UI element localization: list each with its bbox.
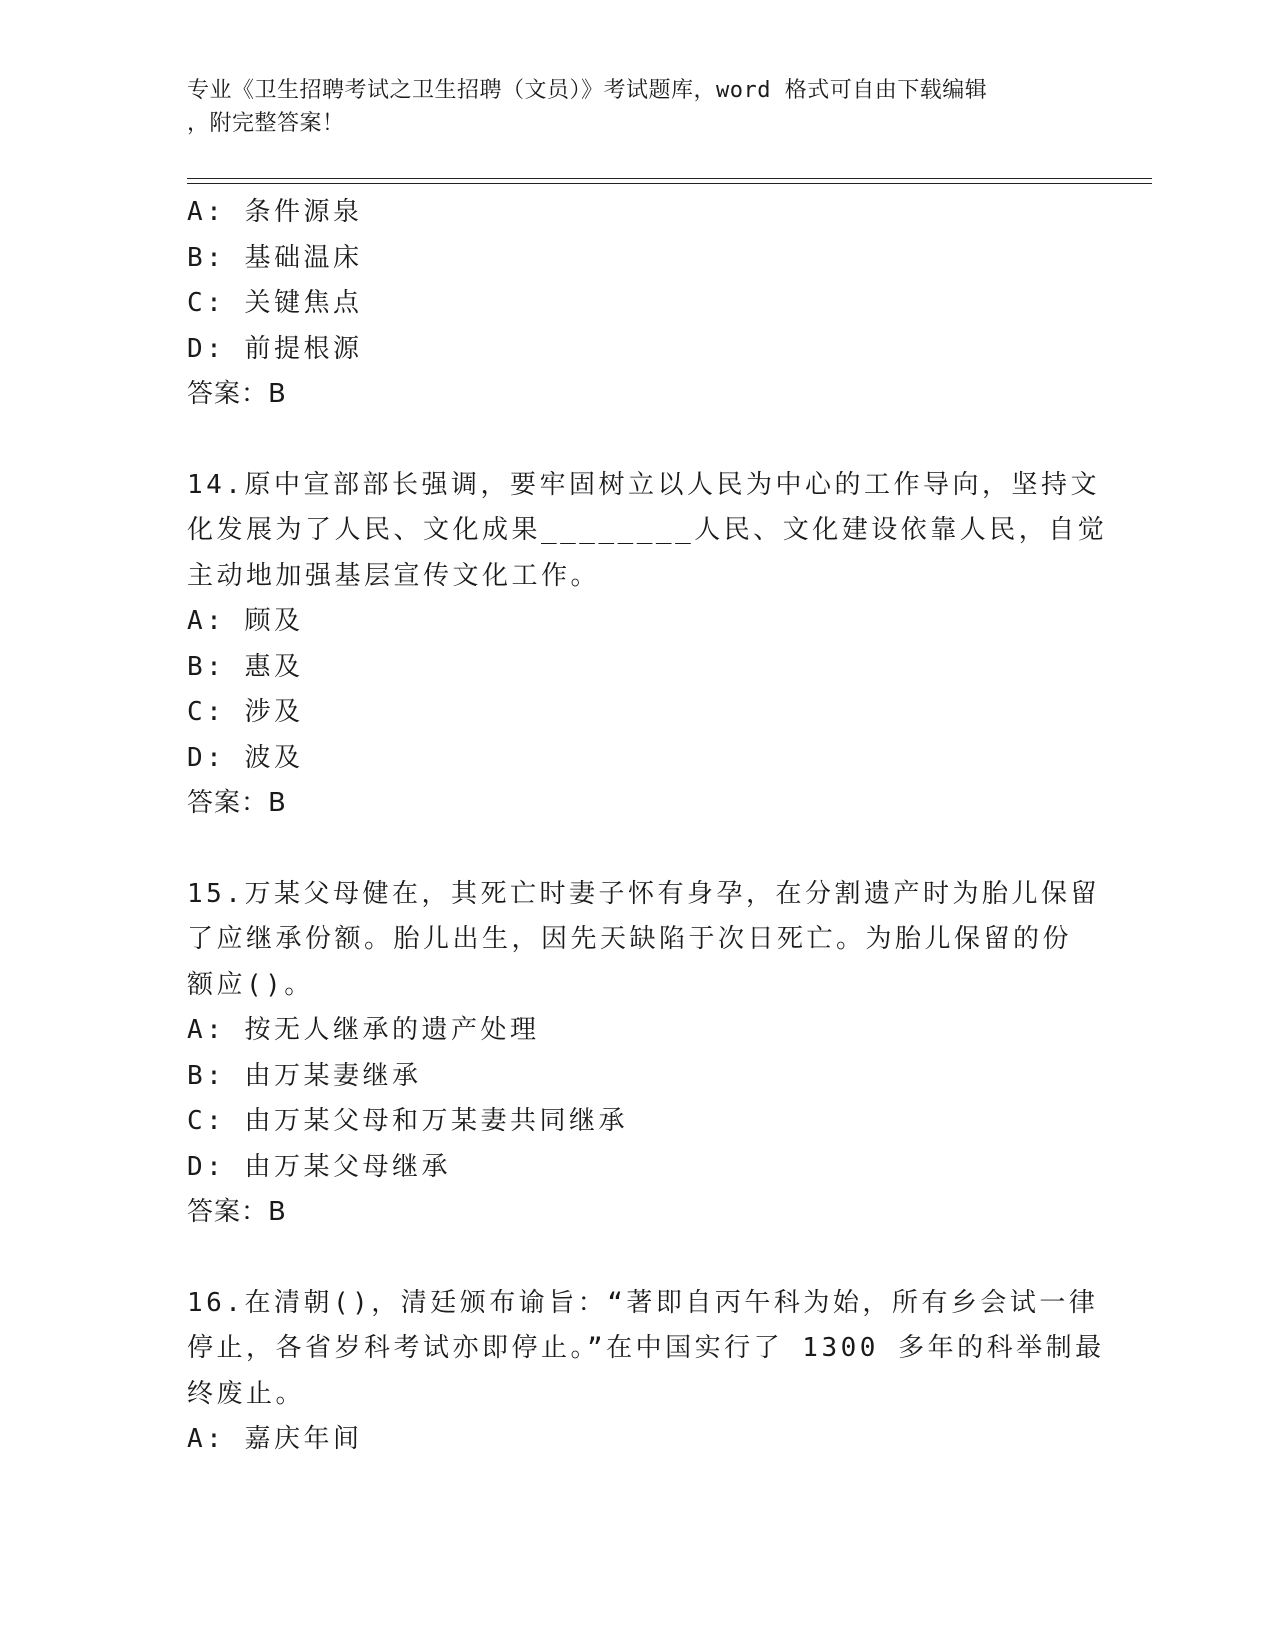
question-14 xyxy=(187,463,1152,827)
option-d: D: 由万某父母继承 xyxy=(187,1151,451,1182)
answer: 答案：B xyxy=(187,379,287,409)
question-16 xyxy=(187,1281,1152,1463)
answer: 答案：B xyxy=(187,1197,287,1227)
option-c: C: 涉及 xyxy=(187,697,304,727)
question-13 xyxy=(187,190,1152,418)
option-b: B: 惠及 xyxy=(187,651,304,682)
header-title-line-2: ，附完整答案！ xyxy=(187,111,345,136)
question-stem-line-1: 15.万某父母健在，其死亡时妻子怀有身孕，在分割遗产时为胎儿保留 xyxy=(187,878,1100,909)
question-stem-line-1: 16.在清朝()，清廷颁布谕旨：“著即自丙午科为始，所有乡会试一律 xyxy=(187,1287,1099,1318)
option-c: C: 关键焦点 xyxy=(187,288,363,318)
option-a: A: 按无人继承的遗产处理 xyxy=(187,1015,540,1045)
question-stem-line-2: 停止，各省岁科考试亦即停止。”在中国实行了 1300 多年的科举制最 xyxy=(187,1333,1105,1363)
question-stem-line-2: 化发展为了人民、文化成果________人民、文化建设依靠人民，自觉 xyxy=(187,515,1108,545)
header-rule-bottom xyxy=(187,183,1152,184)
option-b: B: 由万某妻继承 xyxy=(187,1060,422,1091)
option-a: A: 顾及 xyxy=(187,606,304,636)
option-b: B: 基础温床 xyxy=(187,242,363,273)
question-15 xyxy=(187,872,1152,1236)
option-d: D: 波及 xyxy=(187,742,304,773)
question-stem-line-1: 14.原中宣部部长强调，要牢固树立以人民为中心的工作导向，坚持文 xyxy=(187,469,1100,500)
question-stem-line-3: 额应()。 xyxy=(187,969,314,1000)
question-stem-line-3: 主动地加强基层宣传文化工作。 xyxy=(187,560,601,591)
question-list xyxy=(187,190,1152,1463)
answer: 答案：B xyxy=(187,788,287,818)
document-header xyxy=(187,74,1087,140)
option-c: C: 由万某父母和万某妻共同继承 xyxy=(187,1106,628,1136)
header-rule-top xyxy=(187,178,1152,179)
option-a: A: 条件源泉 xyxy=(187,197,363,227)
option-d: D: 前提根源 xyxy=(187,333,363,364)
question-stem-line-3: 终废止。 xyxy=(187,1378,306,1409)
question-stem-line-2: 了应继承份额。胎儿出生，因先天缺陷于次日死亡。为胎儿保留的份 xyxy=(187,924,1073,954)
option-a: A: 嘉庆年间 xyxy=(187,1424,363,1454)
header-title-line-1: 专业《卫生招聘考试之卫生招聘（文员）》考试题库，word 格式可自由下载编辑 xyxy=(187,78,988,103)
